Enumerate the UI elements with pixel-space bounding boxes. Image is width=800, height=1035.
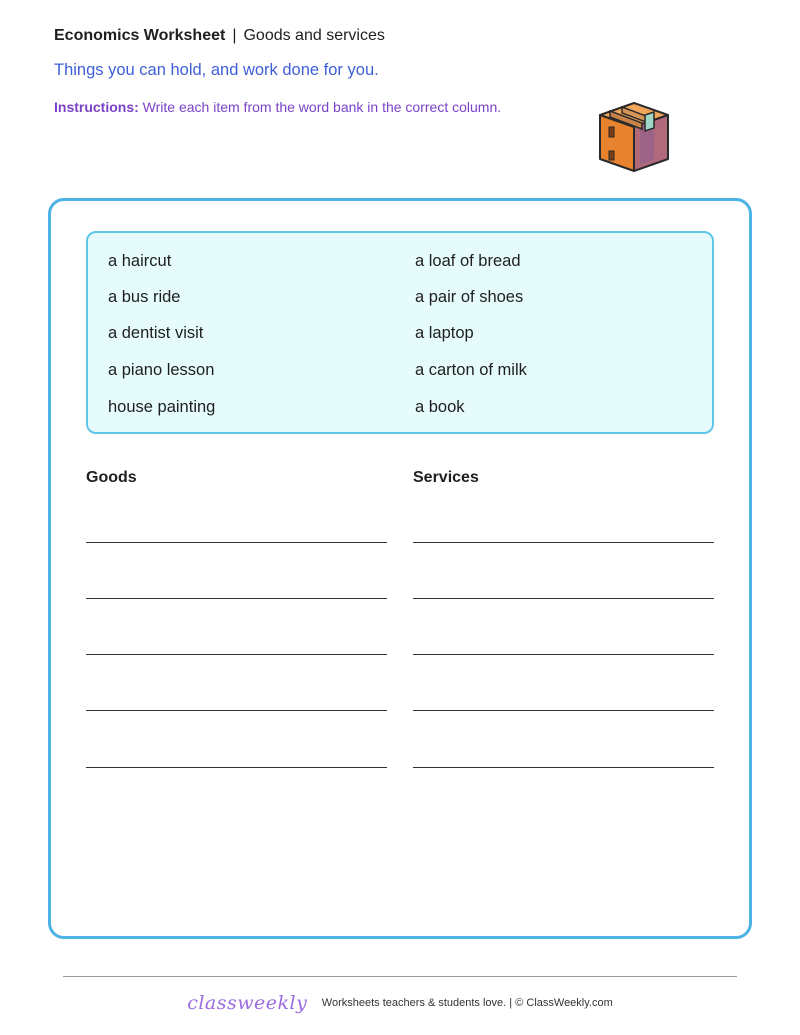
goods-answer-line[interactable] [86,542,387,543]
word-bank-item: a bus ride [108,288,181,306]
goods-answer-line[interactable] [86,598,387,599]
word-bank-item: a book [415,398,465,416]
title-separator: | [232,27,237,44]
word-bank-item: a carton of milk [415,361,527,379]
footer [0,992,800,1014]
worksheet-subtitle: Things you can hold, and work done for you. [54,61,379,79]
instructions-label: Instructions: [54,99,139,115]
goods-answer-line[interactable] [86,767,387,768]
goods-answer-line[interactable] [86,710,387,711]
footer-divider [63,976,737,977]
cardboard-box-icon [596,99,672,175]
word-bank [86,231,714,434]
goods-answer-line[interactable] [86,654,387,655]
services-answer-line[interactable] [413,542,714,543]
word-bank-item: a haircut [108,252,172,270]
services-answer-line[interactable] [413,654,714,655]
word-bank-item: house painting [108,398,216,416]
word-bank-item: a laptop [415,324,474,342]
worksheet-topic: Goods and services [243,27,385,44]
word-bank-item: a loaf of bread [415,252,521,270]
goods-column-heading: Goods [86,469,137,486]
worksheet-title [54,26,385,46]
word-bank-item: a piano lesson [108,361,215,379]
services-answer-line[interactable] [413,710,714,711]
worksheet-subject: Economics Worksheet [54,27,226,44]
services-answer-line[interactable] [413,767,714,768]
footer-tagline: Worksheets teachers & students love. | © ClassWeekly.com [321,997,613,1009]
word-bank-item: a dentist visit [108,324,204,342]
services-answer-line[interactable] [413,598,714,599]
services-column-heading: Services [413,469,479,486]
instructions-text: Write each item from the word bank in the correct column. [142,99,502,115]
brand-logo: classweekly [187,992,308,1014]
word-bank-item: a pair of shoes [415,288,524,306]
instructions [54,98,501,116]
